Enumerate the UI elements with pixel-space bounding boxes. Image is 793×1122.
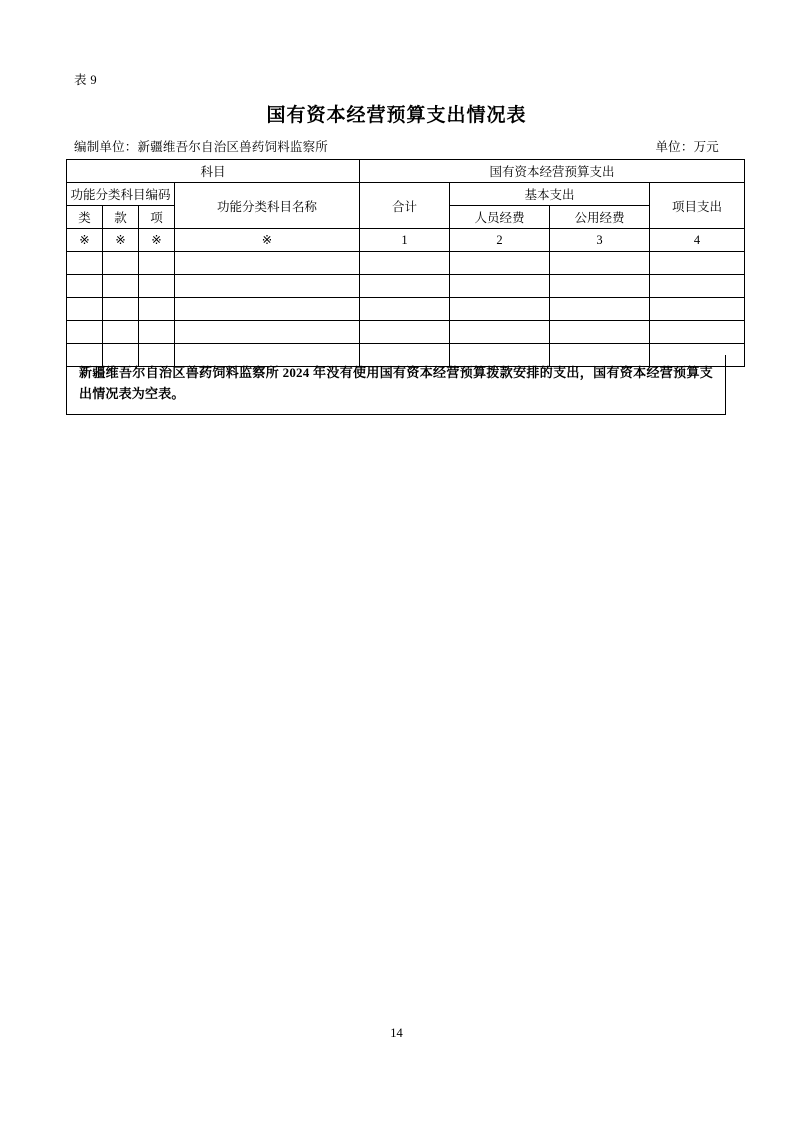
cell-personnel: [450, 298, 550, 321]
cell-name: [175, 252, 360, 275]
cell-xiang: ※: [139, 229, 175, 252]
cell-total: [360, 321, 450, 344]
meta-row: [74, 137, 719, 155]
header-xiang: 项: [139, 206, 175, 229]
header-total: 合计: [360, 183, 450, 229]
cell-kuan: [103, 321, 139, 344]
table-row: [67, 321, 745, 344]
cell-xiang: [139, 298, 175, 321]
cell-total: [360, 298, 450, 321]
cell-xiang: [139, 252, 175, 275]
cell-lei: [67, 252, 103, 275]
cell-project: 4: [650, 229, 745, 252]
cell-xiang: [139, 275, 175, 298]
cell-name: [175, 298, 360, 321]
header-project-expenditure: 项目支出: [650, 183, 745, 229]
budget-table: [66, 159, 745, 367]
cell-total: [360, 252, 450, 275]
table-row: [67, 275, 745, 298]
header-personnel-expense: 人员经费: [450, 206, 550, 229]
cell-lei: [67, 298, 103, 321]
cell-personnel: 2: [450, 229, 550, 252]
table-row: [67, 229, 745, 252]
cell-lei: ※: [67, 229, 103, 252]
cell-lei: [67, 321, 103, 344]
cell-kuan: [103, 298, 139, 321]
cell-personnel: [450, 275, 550, 298]
cell-kuan: [103, 252, 139, 275]
cell-kuan: ※: [103, 229, 139, 252]
cell-project: [650, 321, 745, 344]
table-header-row-1: [67, 160, 745, 183]
header-subject-name: 功能分类科目名称: [175, 183, 360, 229]
header-subject-group: 科目: [67, 160, 360, 183]
cell-name: ※: [175, 229, 360, 252]
cell-name: [175, 321, 360, 344]
table-header-row-2: [67, 183, 745, 206]
compiler-unit: 编制单位：新疆维吾尔自治区兽药饲料监察所: [74, 140, 329, 154]
page-title: 国有资本经营预算支出情况表: [266, 104, 527, 126]
cell-public: [550, 275, 650, 298]
amount-unit: 单位：万元: [655, 140, 719, 154]
page-number: 14: [390, 1026, 403, 1040]
cell-lei: [67, 275, 103, 298]
header-basic-expenditure: 基本支出: [450, 183, 650, 206]
cell-personnel: [450, 321, 550, 344]
cell-public: [550, 298, 650, 321]
cell-xiang: [139, 321, 175, 344]
header-state-capital-group: 国有资本经营预算支出: [360, 160, 745, 183]
table-label: 表 9: [74, 73, 98, 87]
table-note: 新疆维吾尔自治区兽药饲料监察所 2024 年没有使用国有资本经营预算拨款安排的支出，国有资本经营预算支出情况表为空表。: [66, 355, 726, 415]
header-public-expense: 公用经费: [550, 206, 650, 229]
cell-public: [550, 321, 650, 344]
cell-project: [650, 275, 745, 298]
cell-public: [550, 252, 650, 275]
table-row: [67, 252, 745, 275]
table-row: [67, 298, 745, 321]
cell-total: 1: [360, 229, 450, 252]
header-kuan: 款: [103, 206, 139, 229]
cell-kuan: [103, 275, 139, 298]
cell-project: [650, 298, 745, 321]
cell-name: [175, 275, 360, 298]
header-lei: 类: [67, 206, 103, 229]
cell-project: [650, 252, 745, 275]
cell-personnel: [450, 252, 550, 275]
cell-total: [360, 275, 450, 298]
header-code-group: 功能分类科目编码: [67, 183, 175, 206]
cell-public: 3: [550, 229, 650, 252]
